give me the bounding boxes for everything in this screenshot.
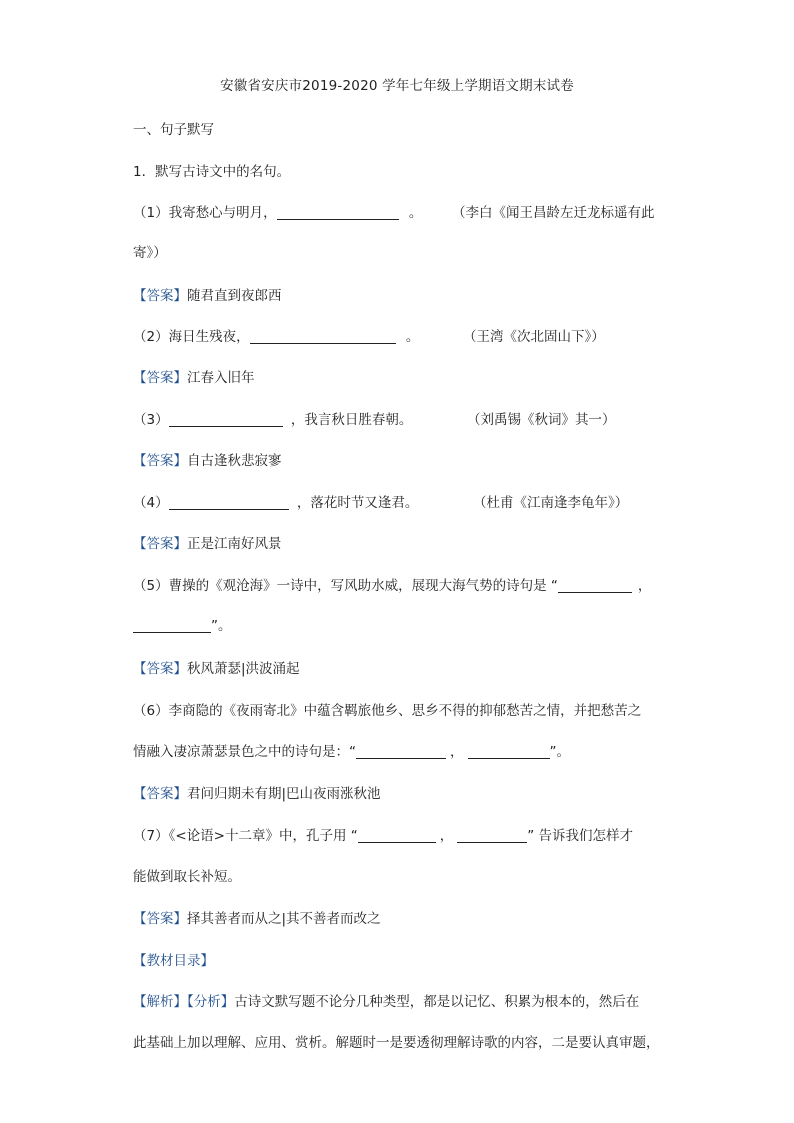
item-6-blank-2[interactable] xyxy=(468,743,550,759)
item-2-source: （王湾《次北固山下》） xyxy=(463,329,605,345)
item-4-blank[interactable] xyxy=(169,494,289,510)
item-1-line xyxy=(133,201,422,221)
item-3-line xyxy=(133,408,412,428)
item-6-pre: 情融入凄凉萧瑟景色之中的诗句是：“ xyxy=(133,744,356,760)
item-1-post: 。 xyxy=(408,205,423,221)
answer-label: 【答案】 xyxy=(133,911,187,927)
catalog-label: 【教材目录】 xyxy=(133,953,214,969)
item-5-line xyxy=(133,574,651,594)
item-1-source-cont: 寄》） xyxy=(133,245,167,261)
answer-label: 【答案】 xyxy=(133,536,187,552)
item-7-line-2: 能做到取长补短。 xyxy=(133,869,241,885)
item-5-answer xyxy=(133,657,300,677)
item-3-source: （刘禹锡《秋词》其一） xyxy=(467,412,616,428)
item-3-answer xyxy=(133,449,282,469)
item-5-blank-1[interactable] xyxy=(558,577,632,593)
analysis-text: 古诗文默写题不论分几种类型，都是以记忆、积累为根本的，然后在 xyxy=(234,994,640,1010)
answer-text: 择其善者而从之|其不善者而改之 xyxy=(187,911,381,927)
item-7-pre: （7）《<论语>十二章》中，孔子用 “ xyxy=(133,828,358,844)
answer-text: 随君直到夜郎西 xyxy=(187,288,282,304)
item-7-blank-1[interactable] xyxy=(358,827,436,843)
item-6-post: ”。 xyxy=(549,744,570,760)
answer-label: 【答案】 xyxy=(133,786,187,802)
analysis-label: 【解析】【分析】 xyxy=(133,994,235,1010)
item-5-pre: （5）曹操的《观沧海》一诗中，写风助水威，展现大海气势的诗句是 “ xyxy=(133,578,558,594)
item-5-line-2 xyxy=(133,614,232,634)
document-title: 安徽省安庆市2019-2020 学年七年级上学期语文期末试卷 xyxy=(220,78,574,94)
answer-text: 君问归期未有期|巴山夜雨涨秋池 xyxy=(187,786,381,802)
item-3-blank[interactable] xyxy=(169,411,283,427)
item-2-blank[interactable] xyxy=(250,328,396,344)
answer-text: 江春入旧年 xyxy=(187,370,255,386)
item-6-line: （6）李商隐的《夜雨寄北》中蕴含羁旅他乡、思乡不得的抑郁愁苦之情，并把愁苦之 xyxy=(133,703,642,719)
item-1-blank[interactable] xyxy=(277,204,399,220)
item-1-answer xyxy=(133,284,282,304)
item-6-blank-1[interactable] xyxy=(356,743,446,759)
item-3-pre: （3） xyxy=(133,412,169,428)
item-2-answer xyxy=(133,366,255,386)
item-1-source: （李白《闻王昌龄左迁龙标遥有此 xyxy=(452,205,655,221)
item-5-post: ”。 xyxy=(211,618,232,634)
item-7-line xyxy=(133,824,633,844)
item-4-line xyxy=(133,491,418,511)
question-stem: 1．默写古诗文中的名句。 xyxy=(133,164,291,180)
answer-text: 秋风萧瑟|洪波涌起 xyxy=(187,661,300,677)
answer-label: 【答案】 xyxy=(133,288,187,304)
item-7-blank-2[interactable] xyxy=(457,827,527,843)
item-1-pre: （1）我寄愁心与明月， xyxy=(133,205,277,221)
analysis-line-2: 此基础上加以理解、应用、赏析。解题时一是要透彻理解诗歌的内容，二是要认真审题， xyxy=(133,1035,660,1051)
item-4-post: ，落花时节又逢君。 xyxy=(296,495,419,511)
item-7-mid: ， xyxy=(439,828,454,844)
item-6-line-2 xyxy=(133,740,570,760)
section-heading: 一、句子默写 xyxy=(133,122,214,138)
analysis-line-1 xyxy=(133,990,639,1010)
item-2-post: 。 xyxy=(405,329,420,345)
item-4-source: （杜甫《江南逢李龟年》） xyxy=(473,495,629,511)
item-5-mid: ， xyxy=(637,578,652,594)
answer-text: 自古逢秋悲寂寥 xyxy=(187,453,282,469)
item-7-answer xyxy=(133,907,381,927)
item-7-post: ” 告诉我们怎样才 xyxy=(527,828,634,844)
answer-label: 【答案】 xyxy=(133,370,187,386)
item-4-answer xyxy=(133,532,282,552)
answer-label: 【答案】 xyxy=(133,661,187,677)
item-5-blank-2[interactable] xyxy=(133,617,211,633)
item-6-mid: ， xyxy=(450,744,464,760)
item-4-pre: （4） xyxy=(133,495,169,511)
answer-text: 正是江南好风景 xyxy=(187,536,282,552)
item-2-pre: （2）海日生残夜， xyxy=(133,329,250,345)
answer-label: 【答案】 xyxy=(133,453,187,469)
item-3-post: ，我言秋日胜春朝。 xyxy=(290,412,413,428)
item-2-line xyxy=(133,325,419,345)
item-6-answer xyxy=(133,782,381,802)
